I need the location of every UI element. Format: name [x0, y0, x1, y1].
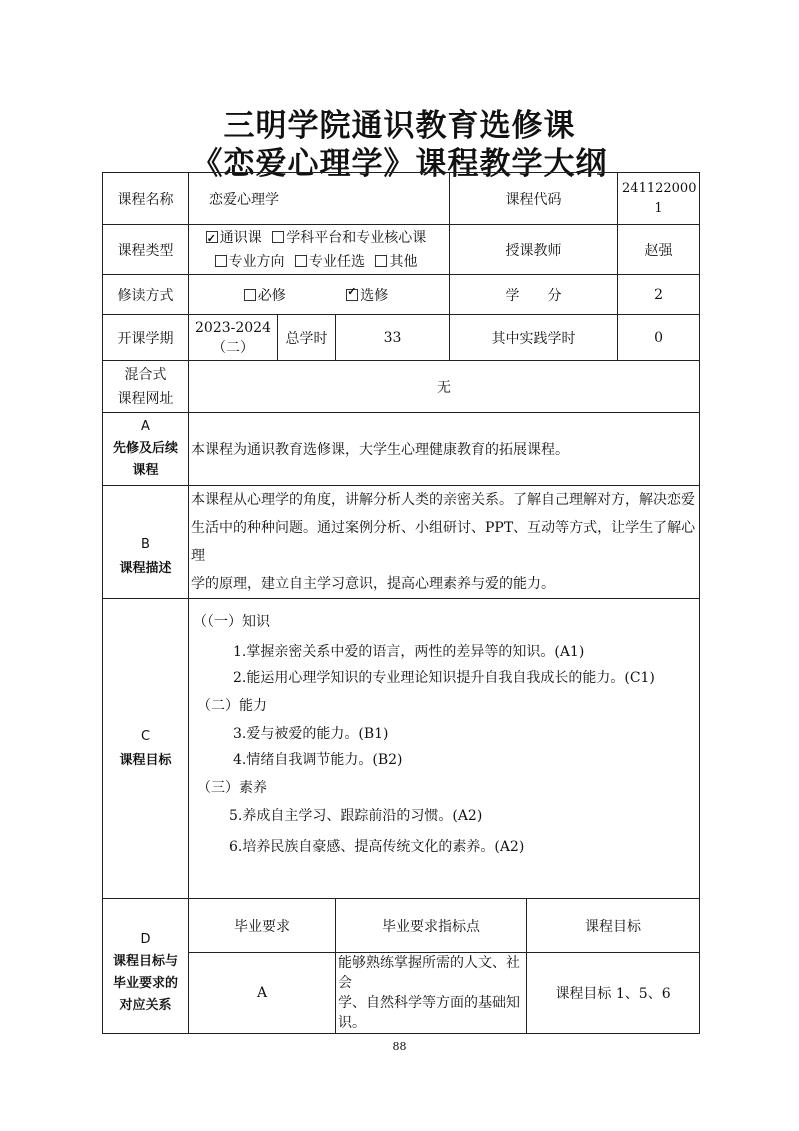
blended-url-label: 混合式 课程网址 — [103, 361, 189, 413]
course-type-label: 课程类型 — [103, 225, 189, 275]
row-section-a — [103, 413, 700, 486]
goal-heading-knowledge: （（一）知识 — [193, 614, 270, 630]
row-term — [103, 315, 700, 361]
row-study-mode — [103, 275, 700, 315]
course-code-line2: 1 — [654, 200, 663, 216]
checkbox-empty-icon — [215, 255, 227, 267]
syllabus-table — [102, 172, 700, 1034]
goal-item: 3.爱与被爱的能力。(B1) — [233, 726, 389, 742]
study-mode-label: 修读方式 — [103, 275, 189, 315]
checkbox-empty-icon — [375, 255, 387, 267]
goal-item: 4.情绪自我调节能力。(B2) — [233, 752, 403, 768]
goal-heading-quality: （三）素养 — [197, 780, 267, 796]
study-mode-options — [189, 275, 450, 315]
goals-block — [189, 599, 699, 886]
col-header-requirement: 毕业要求 — [189, 899, 336, 953]
checkbox-checked-icon — [346, 289, 358, 301]
course-code-line1: 241122000 — [622, 180, 697, 196]
row-section-b — [103, 486, 700, 599]
course-name-label: 课程名称 — [103, 173, 189, 225]
checkbox-empty-icon — [244, 289, 256, 301]
course-name-value: 恋爱心理学 — [189, 173, 450, 225]
row-section-c — [103, 599, 700, 899]
row-section-d-header — [103, 899, 700, 953]
checkbox-checked-icon — [206, 231, 218, 243]
credit-value: 2 — [618, 275, 700, 315]
description-line: 本课程从心理学的角度，讲解分析人类的亲密关系。了解自己理解对方，解决恋爱 — [191, 492, 695, 508]
goal-value: 课程目标 1、5、6 — [527, 953, 700, 1034]
row-course-name — [103, 173, 700, 225]
total-hours-label: 总学时 — [278, 315, 336, 361]
term-line2: （二） — [212, 339, 254, 356]
row-blended-url — [103, 361, 700, 413]
indicator-value: 能够熟练掌握所需的人文、社会 学、自然科学等方面的基础知 识。 — [336, 953, 527, 1034]
goal-item: 1.掌握亲密关系中爱的语言，两性的差异等的知识。(A1) — [233, 644, 585, 660]
document-title: 三明学院通识教育选修课 — [223, 108, 576, 144]
section-c-content — [189, 599, 700, 899]
total-hours-value: 33 — [336, 315, 450, 361]
section-c-label: C 课程目标 — [103, 599, 189, 899]
teacher-label: 授课教师 — [450, 225, 618, 275]
requirement-value: A — [189, 953, 336, 1034]
type-option-core[interactable]: 学科平台和专业核心课 — [272, 230, 426, 246]
course-type-options — [189, 225, 450, 275]
description-line: 生活中的种种问题。通过案例分析、小组研讨、PPT、互动等方式，让学生了解心理 — [191, 520, 696, 564]
goal-item: 2.能运用心理学知识的专业理论知识提升自我自我成长的能力。(C1) — [233, 670, 655, 686]
type-option-general[interactable]: ✓通识课 — [206, 230, 262, 246]
practice-hours-value: 0 — [618, 315, 700, 361]
goal-heading-ability: （二）能力 — [197, 698, 267, 714]
row-course-type — [103, 225, 700, 275]
practice-hours-label: 其中实践学时 — [450, 315, 618, 361]
checkbox-empty-icon — [295, 255, 307, 267]
goal-item: 5.养成自主学习、跟踪前沿的习惯。(A2) — [229, 808, 483, 824]
document-subtitle: 《恋爱心理学》课程教学大纲 — [191, 146, 608, 182]
type-option-other[interactable]: 其他 — [375, 254, 417, 270]
section-a-content: 本课程为通识教育选修课，大学生心理健康教育的拓展课程。 — [189, 413, 700, 486]
term-line1: 2023-2024 — [195, 319, 271, 336]
goal-item: 6.培养民族自豪感、提高传统文化的素养。(A2) — [229, 839, 525, 855]
term-label: 开课学期 — [103, 315, 189, 361]
type-option-direction[interactable]: 专业方向 — [215, 254, 285, 270]
checkbox-empty-icon — [272, 231, 284, 243]
course-code-label: 课程代码 — [450, 173, 618, 225]
col-header-goal: 课程目标 — [527, 899, 700, 953]
section-d-label: D 课程目标与 毕业要求的 对应关系 — [103, 899, 189, 1034]
col-header-indicator: 毕业要求指标点 — [336, 899, 527, 953]
description-line: 学的原理，建立自主学习意识，提高心理素养与爱的能力。 — [191, 576, 555, 592]
blended-url-value: 无 — [189, 361, 700, 413]
section-b-content — [189, 486, 700, 599]
term-value — [189, 315, 278, 361]
type-option-elective[interactable]: 专业任选 — [295, 254, 365, 270]
table-row — [103, 953, 700, 1034]
teacher-value: 赵强 — [618, 225, 700, 275]
section-b-label: B 课程描述 — [103, 486, 189, 599]
mode-option-elective[interactable]: ✓ 选修 — [346, 288, 388, 304]
course-code-value — [618, 173, 700, 225]
mode-option-required[interactable]: 必修 — [244, 288, 286, 304]
section-a-label: A 先修及后续 课程 — [103, 413, 189, 486]
credit-label: 学 分 — [450, 275, 618, 315]
page-number: 88 — [392, 1040, 407, 1053]
